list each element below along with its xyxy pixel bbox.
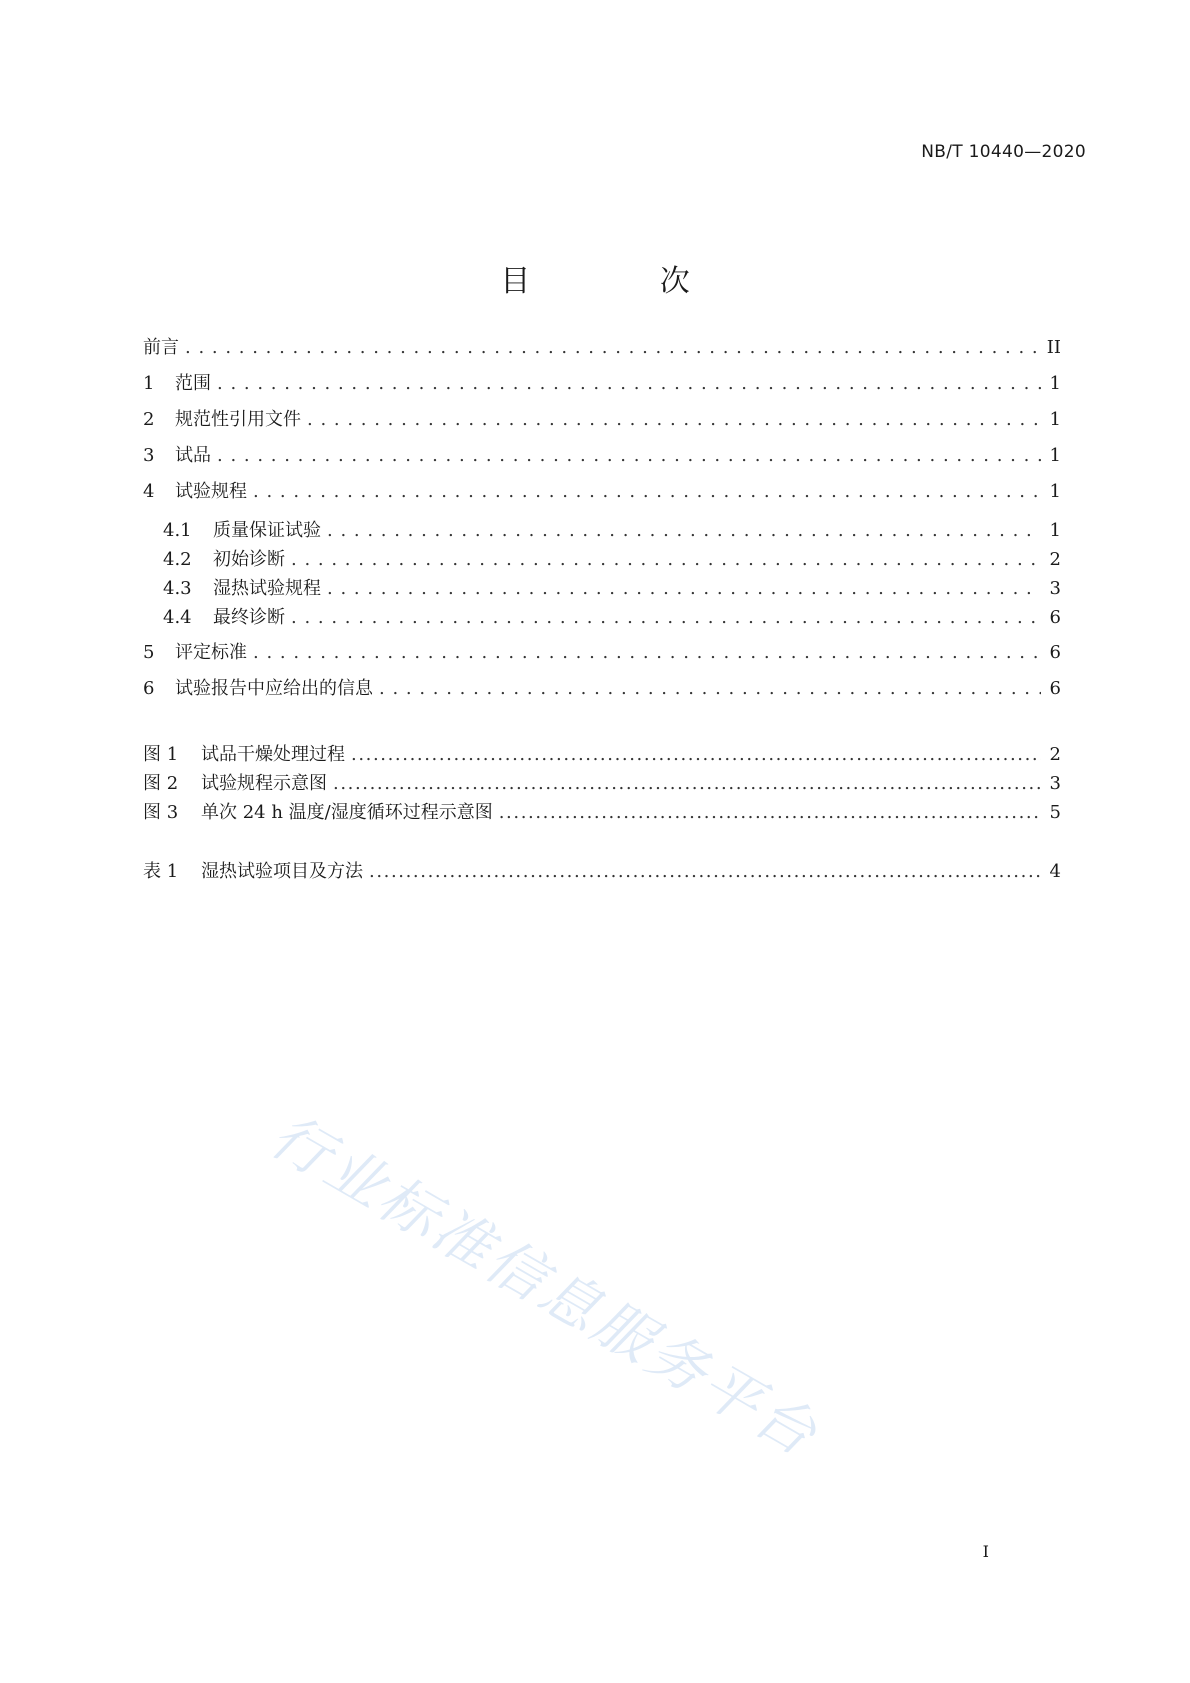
toc-entry-title: 前言 xyxy=(143,337,179,358)
dot-leader xyxy=(253,641,1041,665)
toc-entry-page: 5 xyxy=(1049,802,1061,823)
toc-entry-page: 3 xyxy=(1049,578,1061,599)
toc-entry-title: 范围 xyxy=(175,373,211,394)
toc-figure-2[interactable] xyxy=(143,772,1061,796)
toc-entry-page: 1 xyxy=(1049,481,1061,502)
toc-entry-number: 表 1 xyxy=(143,861,179,882)
dot-leader xyxy=(253,480,1041,504)
toc-entry-title: 试验规程 xyxy=(175,481,247,502)
toc-entry-number: 6 xyxy=(143,678,155,699)
dot-leader xyxy=(351,743,1041,767)
toc-entry-page: 1 xyxy=(1049,409,1061,430)
dot-leader xyxy=(307,408,1041,432)
toc-entry-page: 1 xyxy=(1049,520,1061,541)
toc-subentry-quality-assurance[interactable] xyxy=(143,519,1061,543)
toc-main-section-2 xyxy=(143,641,1061,701)
toc-entry-page: 2 xyxy=(1049,549,1061,570)
toc-entry-title: 试品干燥处理过程 xyxy=(201,744,345,765)
toc-entry-test-report[interactable] xyxy=(143,677,1061,701)
toc-entry-title: 试验规程示意图 xyxy=(201,773,327,794)
toc-entry-specimens[interactable] xyxy=(143,444,1061,468)
dot-leader xyxy=(327,519,1041,543)
toc-entry-number: 4.2 xyxy=(163,549,192,570)
toc-entry-number: 4.4 xyxy=(163,607,192,628)
toc-entry-number: 图 1 xyxy=(143,744,179,765)
toc-entry-page: II xyxy=(1046,337,1061,358)
toc-entry-title: 试验报告中应给出的信息 xyxy=(175,678,373,699)
toc-entry-scope[interactable] xyxy=(143,372,1061,396)
toc-entry-test-procedure[interactable] xyxy=(143,480,1061,504)
toc-subentry-damp-heat-procedure[interactable] xyxy=(143,577,1061,601)
toc-tables-section xyxy=(143,860,1061,884)
toc-entry-number: 2 xyxy=(143,409,155,430)
dot-leader xyxy=(369,860,1041,884)
dot-leader xyxy=(217,372,1041,396)
dot-leader xyxy=(217,444,1041,468)
standard-code: NB/T 10440—2020 xyxy=(921,142,1086,162)
toc-entry-title: 单次 24 h 温度/湿度循环过程示意图 xyxy=(201,802,493,823)
toc-entry-number: 4.3 xyxy=(163,578,192,599)
dot-leader xyxy=(291,548,1041,572)
toc-entry-page: 6 xyxy=(1049,607,1061,628)
toc-figure-1[interactable] xyxy=(143,743,1061,767)
page-number: I xyxy=(982,1542,989,1561)
toc-entry-title: 湿热试验项目及方法 xyxy=(201,861,363,882)
dot-leader xyxy=(291,606,1041,630)
toc-entry-title: 最终诊断 xyxy=(213,607,285,628)
toc-entry-page: 3 xyxy=(1049,773,1061,794)
dot-leader xyxy=(185,336,1041,360)
toc-entry-title: 规范性引用文件 xyxy=(175,409,301,430)
toc-entry-page: 6 xyxy=(1049,642,1061,663)
toc-sub-section xyxy=(143,519,1061,630)
dot-leader xyxy=(327,577,1041,601)
toc-figures-section xyxy=(143,743,1061,825)
toc-entry-evaluation-criteria[interactable] xyxy=(143,641,1061,665)
toc-entry-page: 6 xyxy=(1049,678,1061,699)
toc-entry-title: 评定标准 xyxy=(175,642,247,663)
toc-entry-number: 1 xyxy=(143,373,155,394)
toc-entry-number: 4.1 xyxy=(163,520,192,541)
dot-leader xyxy=(499,801,1041,825)
toc-entry-title: 试品 xyxy=(175,445,211,466)
toc-entry-number: 4 xyxy=(143,481,155,502)
toc-entry-number: 图 3 xyxy=(143,802,179,823)
toc-subentry-final-diagnosis[interactable] xyxy=(143,606,1061,630)
toc-table-1[interactable] xyxy=(143,860,1061,884)
toc-subentry-initial-diagnosis[interactable] xyxy=(143,548,1061,572)
toc-entry-title: 质量保证试验 xyxy=(213,520,321,541)
page-title: 目 次 xyxy=(500,264,750,299)
toc-entry-foreword[interactable] xyxy=(143,336,1061,360)
toc-main-section xyxy=(143,336,1061,504)
toc-entry-page: 1 xyxy=(1049,445,1061,466)
toc-entry-number: 图 2 xyxy=(143,773,179,794)
toc-figure-3[interactable] xyxy=(143,801,1061,825)
toc-entry-normative-references[interactable] xyxy=(143,408,1061,432)
toc-entry-number: 3 xyxy=(143,445,155,466)
watermark: 行业标准信息服务平台 xyxy=(259,1101,831,1471)
toc-entry-page: 1 xyxy=(1049,373,1061,394)
toc-entry-title: 初始诊断 xyxy=(213,549,285,570)
toc-entry-page: 4 xyxy=(1049,861,1061,882)
dot-leader xyxy=(333,772,1041,796)
dot-leader xyxy=(379,677,1041,701)
toc-entry-title: 湿热试验规程 xyxy=(213,578,321,599)
toc-entry-page: 2 xyxy=(1049,744,1061,765)
toc-entry-number: 5 xyxy=(143,642,155,663)
